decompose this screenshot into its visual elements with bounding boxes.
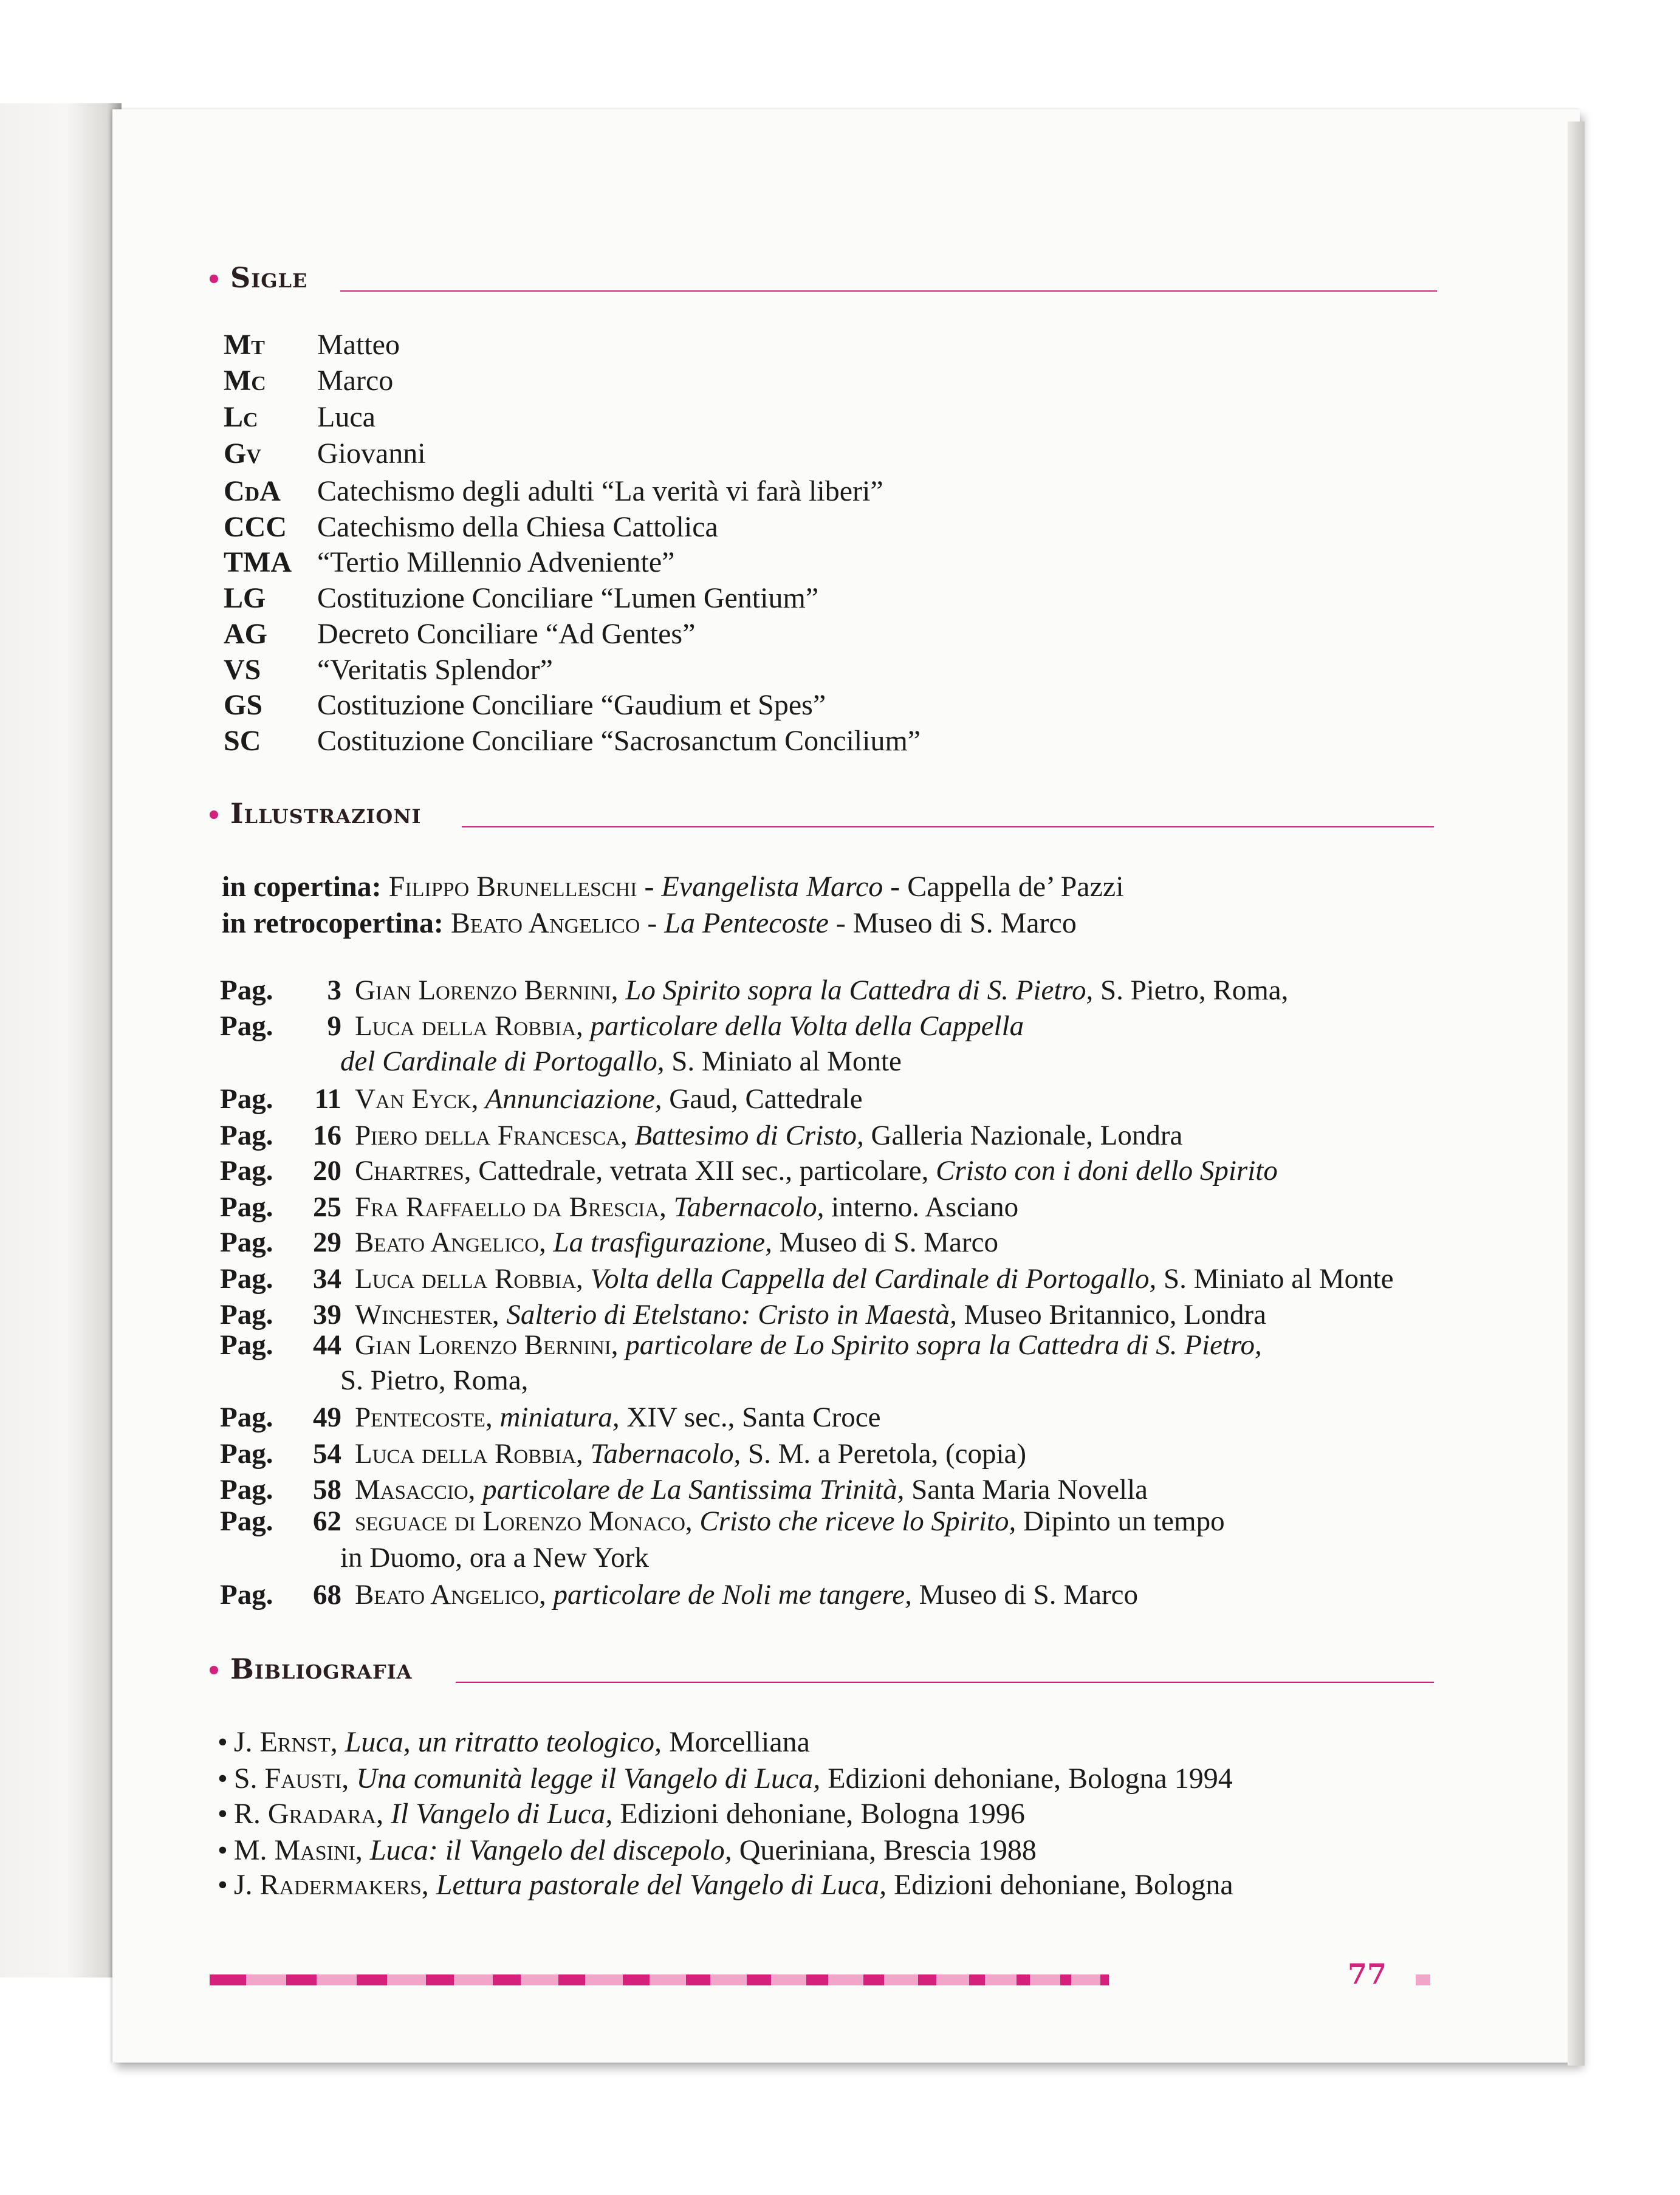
footer-bar-segment-light [650,1974,686,1985]
bibliography-entry [218,1797,1025,1830]
illustration-page-number: 11 [314,1083,341,1115]
sigle-description: Catechismo degli adulti “La verità vi farà liberi” [317,475,883,507]
sigle-description: Costituzione Conciliare “Sacrosanctum Concilium” [317,725,921,757]
bibliography-title: Una comunità legge il Vangelo di Luca, [349,1762,821,1795]
footer-bar-segment-dark [286,1974,317,1985]
illustration-location: Museo di S. Marco [911,1579,1138,1611]
page-right-edge [1568,122,1585,2066]
sigle-description: Luca [317,401,375,433]
sigle-abbreviation: TMA [224,546,292,578]
illustration-page-number: 3 [327,974,341,1006]
bibliography-entry [218,1762,1233,1795]
bibliography-publisher: Edizioni dehoniane, Bologna 1996 [612,1798,1025,1830]
illustration-page-number: 16 [313,1120,341,1151]
bibliography-author: R. Gradara, [233,1798,384,1830]
illustration-location: interno. Asciano [824,1191,1019,1223]
cover-separator: - [828,907,853,939]
footer-bar-segment-dark [493,1974,521,1985]
footer-bar-segment-light [771,1974,806,1985]
footer-bar-segment-dark [357,1974,387,1985]
illustration-author: Pentecoste, [355,1402,493,1433]
bibliography-title: Il Vangelo di Luca, [383,1798,613,1830]
sigle-row [224,363,393,399]
pag-label: Pag. [220,1438,273,1470]
bibliography-author: S. Fausti, [233,1762,349,1795]
cover-label: in retrocopertina: [222,907,444,939]
sigle-row [224,544,674,581]
illustration-row [220,1083,863,1115]
footer-bar-segment-light [828,1974,863,1985]
cover-author: Beato Angelico [450,907,640,939]
footer-bar-segment-light [884,1974,918,1985]
illustration-continuation [340,1045,902,1078]
bibliography-publisher: Edizioni dehoniane, Bologna [886,1869,1233,1901]
footer-bar-segment-dark [1060,1974,1071,1985]
sigle-row [224,687,826,724]
illustration-row [220,1119,1182,1152]
illustration-work: Cristo che riceve lo Spirito, [692,1505,1017,1537]
sigle-abbreviation: AG [224,618,267,650]
sigle-description: Decreto Conciliare “Ad Gentes” [317,618,696,650]
pag-label: Pag. [220,1329,273,1361]
illustration-continuation [340,1364,528,1397]
illustration-work: particolare della Volta della Cappella [583,1010,1024,1042]
sigle-abbreviation: SC [224,725,261,757]
footer-bar-segment-dark [1017,1974,1030,1985]
footer-bar-segment-dark [558,1974,585,1985]
cover-work: Evangelista Marco [661,871,883,903]
cover-separator: - [640,907,665,939]
illustration-page-number: 39 [313,1299,341,1330]
sigle-description: “Tertio Millennio Adveniente” [317,546,675,578]
illustration-author: Winchester, [355,1299,499,1330]
footer-bar-segment-light [585,1974,623,1985]
illustration-page-number: 62 [313,1505,341,1537]
cover-label: in copertina: [222,871,382,903]
pag-label: Pag. [220,1083,273,1115]
illustration-author: Gian Lorenzo Bernini, [355,974,619,1006]
pag-label: Pag. [220,974,273,1006]
sigle-description: Costituzione Conciliare “Gaudium et Spes” [317,689,826,721]
illustration-author: Piero della Francesca, [355,1120,628,1151]
illustration-work: Tabernacolo, [583,1438,741,1470]
sigle-description: Marco [317,365,394,397]
section-rule [462,826,1434,827]
section-title: Sigle [230,261,308,294]
illustration-location: S. Miniato al Monte [1156,1263,1394,1295]
illustration-work: Volta della Cappella del Cardinale di Portogallo, [583,1263,1157,1295]
illustration-row [220,1437,1026,1470]
bibliography-title: Luca, un ritratto teologico, [337,1726,662,1758]
footer-bar-segment-light [1030,1974,1060,1985]
pag-label: Pag. [220,1120,273,1151]
illustration-author: Chartres, [355,1155,471,1187]
illustration-location: S. Miniato al Monte [664,1046,902,1077]
illustration-continuation [340,1541,649,1574]
illustration-location: in Duomo, ora a New York [340,1542,649,1573]
sigle-abbreviation: Lc [224,401,258,433]
pag-label: Pag. [220,1010,273,1042]
section-bullet [210,275,218,283]
illustration-page-number: 9 [327,1010,341,1042]
bibliography-title: Luca: il Vangelo del discepolo, [362,1834,732,1866]
footer-bar-segment-light [246,1974,286,1985]
sigle-row [224,509,718,546]
pag-label: Pag. [220,1474,273,1505]
sigle-row [224,616,695,652]
sigle-abbreviation: LG [224,582,266,614]
illustration-row [220,1505,1225,1538]
illustration-row [220,1262,1394,1295]
sigle-description: Costituzione Conciliare “Lumen Gentium” [317,582,819,614]
section-title: Illustrazioni [230,797,422,830]
sigle-abbreviation: CCC [224,511,287,543]
pag-label: Pag. [220,1191,273,1223]
illustration-page-number: 20 [313,1155,341,1187]
illustration-work: Lo Spirito sopra la Cattedra di S. Pietro, [618,974,1094,1006]
pag-label: Pag. [220,1402,273,1433]
illustration-work: La trasfigurazione, [546,1227,772,1258]
sigle-description: “Veritatis Splendor” [317,654,553,686]
footer-bar-segment-light [936,1974,969,1985]
section-rule [340,290,1437,292]
illustration-page-number: 54 [313,1438,341,1470]
cover-author: Filippo Brunelleschi [388,871,637,903]
illustration-row [220,1298,1266,1331]
footer-bar-segment-dark [863,1974,884,1985]
bibliography-bullet: • [218,1798,228,1830]
sigle-abbreviation: CdA [224,475,281,507]
illustration-row [220,1401,880,1434]
section-header-illustrazioni [210,797,1434,834]
cover-separator: - [637,871,662,903]
footer-bar-segment-dark [918,1974,936,1985]
cover-work: La Pentecoste [664,907,829,939]
illustration-row [220,1154,1278,1187]
footer-bar-end-square [1416,1974,1430,1985]
illustration-work: Tabernacolo, [666,1191,825,1223]
illustration-author: Gian Lorenzo Bernini, [355,1329,619,1361]
footer-bar-segment-dark [210,1974,246,1985]
footer-bar-segment-dark [1100,1974,1109,1985]
footer-bar-segment-dark [806,1974,828,1985]
bibliography-publisher: Morcelliana [662,1726,810,1758]
illustration-work: Battesimo di Cristo, [627,1120,864,1151]
illustration-work: particolare de La Santissima Trinità, [475,1474,905,1505]
sigle-row [224,723,921,759]
section-header-bibliografia [210,1652,1434,1689]
bibliography-bullet: • [218,1726,228,1758]
sigle-abbreviation: Mt [224,329,265,361]
bibliography-publisher: Queriniana, Brescia 1988 [732,1834,1037,1866]
sigle-abbreviation: GS [224,689,263,721]
footer-bar-segment-dark [623,1974,650,1985]
sigle-description: Catechismo della Chiesa Cattolica [317,511,718,543]
bibliography-entry [218,1725,810,1759]
illustration-row [220,1226,998,1259]
footer-bar-segment-light [985,1974,1017,1985]
illustration-work: Salterio di Etelstano: Cristo in Maestà, [499,1299,957,1330]
illustration-work: miniatura, [492,1402,620,1433]
cover-separator: - [883,871,908,903]
bibliography-entry [218,1834,1037,1867]
footer-bar-segment-light [710,1974,747,1985]
illustration-author: Luca della Robbia, [355,1263,583,1295]
bibliography-title: Lettura pastorale del Vangelo di Luca, [428,1869,887,1901]
illustration-author: Fra Raffaello da Brescia, [355,1191,667,1223]
illustration-location: Galleria Nazionale, Londra [863,1120,1183,1151]
illustration-page-number: 49 [313,1402,341,1433]
illustration-work: Annunciazione, [478,1083,662,1115]
bibliography-bullet: • [218,1834,228,1866]
footer-bar-segment-light [1071,1974,1100,1985]
pag-label: Pag. [220,1155,273,1187]
illustration-location: Dipinto un tempo [1016,1505,1225,1537]
cover-place: Museo di S. Marco [852,907,1077,939]
footer-bar-segment-light [387,1974,426,1985]
illustration-work: particolare de Noli me tangere, [546,1579,912,1611]
section-header-sigle [210,261,1437,298]
footer-bar-segment-light [521,1974,558,1985]
previous-page-edge [0,103,122,1978]
pag-label: Pag. [220,1579,273,1611]
pag-label: Pag. [220,1227,273,1258]
footer-bar-segment-dark [686,1974,710,1985]
illustration-page-number: 44 [313,1329,341,1361]
section-bullet [210,1666,218,1674]
bibliography-publisher: Edizioni dehoniane, Bologna 1994 [820,1762,1233,1795]
sigle-abbreviation: Gv [224,437,261,470]
sigle-row [224,652,553,688]
illustration-author: Beato Angelico, [355,1227,546,1258]
section-bullet [210,810,218,819]
illustration-row [220,1473,1148,1506]
illustration-page-number: 25 [313,1191,341,1223]
bibliography-author: M. Masini, [233,1834,363,1866]
illustration-author: Beato Angelico, [355,1579,546,1611]
illustration-location: XIV sec., Santa Croce [619,1402,881,1433]
footer-bar-segment-light [317,1974,357,1985]
illustration-location: S. M. a Peretola, (copia) [741,1438,1027,1470]
footer-bar-segment-dark [969,1974,985,1985]
illustration-row [220,974,1288,1007]
bibliography-author: J. Radermakers, [233,1869,429,1901]
cover-credit-back [222,906,1077,940]
illustration-work: Cristo con i doni dello Spirito [936,1155,1278,1187]
illustration-location: Santa Maria Novella [904,1474,1148,1505]
illustration-location: S. Pietro, Roma, [1093,974,1289,1006]
page-number: 77 [1348,1957,1387,1990]
footer-bar-segment-dark [747,1974,771,1985]
pag-label: Pag. [220,1299,273,1330]
illustration-location: S. Pietro, Roma, [340,1365,529,1396]
illustration-work: particolare de Lo Spirito sopra la Cattedra di S. Pietro, [618,1329,1262,1361]
illustration-location: Museo Britannico, Londra [956,1299,1266,1330]
illustration-page-number: 58 [313,1474,341,1505]
section-title: Bibliografia [230,1652,413,1685]
cover-place: Cappella de’ Pazzi [907,871,1124,903]
section-rule [456,1682,1434,1683]
sigle-description: Giovanni [317,437,426,470]
illustration-author: Masaccio, [355,1474,476,1505]
sigle-row [224,327,400,363]
sigle-abbreviation: VS [224,654,261,686]
bibliography-entry [218,1868,1233,1902]
illustration-work: del Cardinale di Portogallo, [340,1046,665,1077]
sigle-description: Matteo [317,329,400,361]
pag-label: Pag. [220,1263,273,1295]
footer-bar-segment-light [454,1974,493,1985]
bibliography-author: J. Ernst, [233,1726,338,1758]
illustration-row [220,1329,1262,1361]
bibliography-bullet: • [218,1762,228,1795]
pag-label: Pag. [220,1505,273,1537]
sigle-abbreviation: Mc [224,365,266,397]
illustration-row [220,1191,1018,1224]
illustration-page-number: 34 [313,1263,341,1295]
sigle-row [224,473,883,510]
illustration-author: seguace di Lorenzo Monaco, [355,1505,693,1537]
cover-credit-front [222,870,1124,903]
illustration-author: Van Eyck, [355,1083,479,1115]
illustration-location: Gaud, Cattedrale [662,1083,863,1115]
illustration-author: Luca della Robbia, [355,1438,583,1470]
illustration-author: Luca della Robbia, [355,1010,583,1042]
illustration-page-number: 68 [313,1579,341,1611]
sigle-row [224,580,818,617]
illustration-location: Museo di S. Marco [772,1227,998,1258]
bibliography-bullet: • [218,1869,228,1901]
footer-bar-segment-dark [426,1974,454,1985]
sigle-row [224,399,375,436]
illustration-row [220,1010,1024,1043]
illustration-page-number: 29 [313,1227,341,1258]
sigle-row [224,436,426,472]
illustration-row [220,1578,1138,1611]
illustration-location: Cattedrale, vetrata XII sec., particolare, [471,1155,936,1187]
